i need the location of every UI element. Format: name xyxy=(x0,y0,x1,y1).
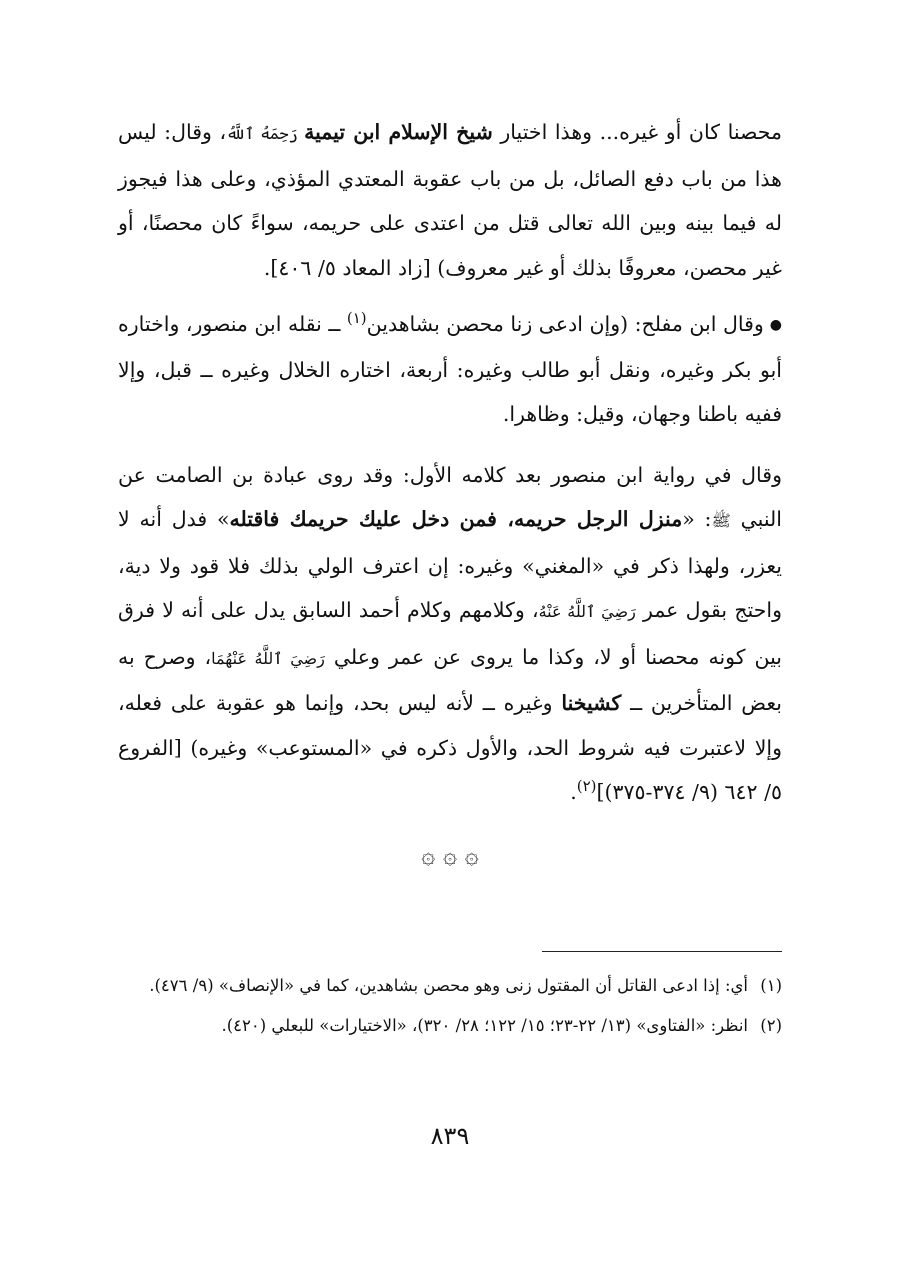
footnote-ref[interactable]: (١) xyxy=(346,309,367,328)
bold-name: شيخ الإسلام ابن تيمية xyxy=(304,120,493,144)
text-run: ، وصرح به بعض المتأخرين ــ xyxy=(118,644,782,716)
text-run: وقال ابن مفلح: (وإن ادعى زنا محصن بشاهدين xyxy=(366,312,764,336)
honorific: رَضِيَ ٱللَّهُ عَنْهُ xyxy=(538,602,636,622)
text-run: ، وكلامهم وكلام أحمد السابق يدل على أنه لا فرق بين كونه محصنا أو لا، وكذا ما يروى عن عمر وعلي xyxy=(118,598,783,669)
text-run: » فدل أنه لا يعزر، ولهذا ذكر في «المغني» وغيره: إن اعترف الولي بذلك فلا قود ولا دية، واحتج بقول عمر xyxy=(118,507,783,623)
paragraph-2 xyxy=(118,302,782,437)
bold-name: كشيخنا xyxy=(561,691,622,716)
footnote-text: أي: إذا ادعى القاتل أن المقتول زنى وهو محصن بشاهدين، كما في «الإنصاف» (٩/ ٤٧٦). xyxy=(149,976,748,995)
footnote-ref[interactable]: (٢) xyxy=(576,777,597,796)
paragraph-1 xyxy=(118,110,782,290)
bullet-icon: ● xyxy=(769,317,783,334)
paragraph-3 xyxy=(118,453,782,815)
footnote-divider xyxy=(542,951,782,952)
page-body xyxy=(118,110,782,1271)
section-ornaments: ۞ ۞ ۞ xyxy=(421,840,479,869)
text-run: : « xyxy=(682,507,712,532)
footnote-text: انظر: «الفتاوى» (١٣/ ٢٢-٢٣؛ ١٥/ ١٢٢؛ ٢٨/ ٣٢٠)، «الاختيارات» للبعلي (٤٢٠). xyxy=(221,1016,748,1035)
text-run: . xyxy=(570,780,577,805)
honorific: ﷺ xyxy=(711,511,731,531)
honorific: رَضِيَ ٱللَّهُ عَنْهُمَا xyxy=(211,648,325,668)
text-run: ، وقال: ليس هذا من باب دفع الصائل، بل من باب عقوبة المعتدي المؤذي، وعلى هذا فيجوز له فيما بينه وبين الله تعالى قتل من اعتدى على حريمه، سواءً كان محصنًا، أو غير محصن، معروفًا بذلك أو غير معروف) [زاد المعاد ٥/ ٤٠٦]. xyxy=(118,120,782,280)
page-number: ٨٣٩ xyxy=(430,1122,470,1150)
footnote-2 xyxy=(118,1008,782,1044)
footnote-number: (٢) xyxy=(760,1016,782,1035)
text-run: ــ نقله ابن منصور، واختاره أبو بكر وغيره، ونقل أبو طالب وغيره: أربعة، اختاره الخلال وغيره ــ قبل، وإلا ففيه باطنا وجهان، وقيل: وظاهرا. xyxy=(118,312,782,427)
footnote-number: (١) xyxy=(760,976,782,995)
footnote-1 xyxy=(118,968,782,1004)
honorific: رَحِمَهُ ٱللَّهُ xyxy=(226,124,305,143)
text-run: محصنا كان أو غيره... وهذا اختيار xyxy=(492,120,783,144)
text-run: وغيره ــ لأنه ليس بحد، وإنما هو عقوبة على فعله، وإلا لاعتبرت فيه شروط الحد، والأول ذكره في «المستوعب» وغيره) [الفروع ٥/ ٦٤٢ (٩/ ٣٧٤-٣٧٥)] xyxy=(118,691,782,805)
hadith-quote: منزل الرجل حريمه، فمن دخل عليك حريمك فاقتله xyxy=(229,507,683,532)
footnotes xyxy=(118,968,782,1044)
text-run: وقال في رواية ابن منصور بعد كلامه الأول: وقد روى عبادة بن الصامت عن النبي xyxy=(118,462,782,532)
